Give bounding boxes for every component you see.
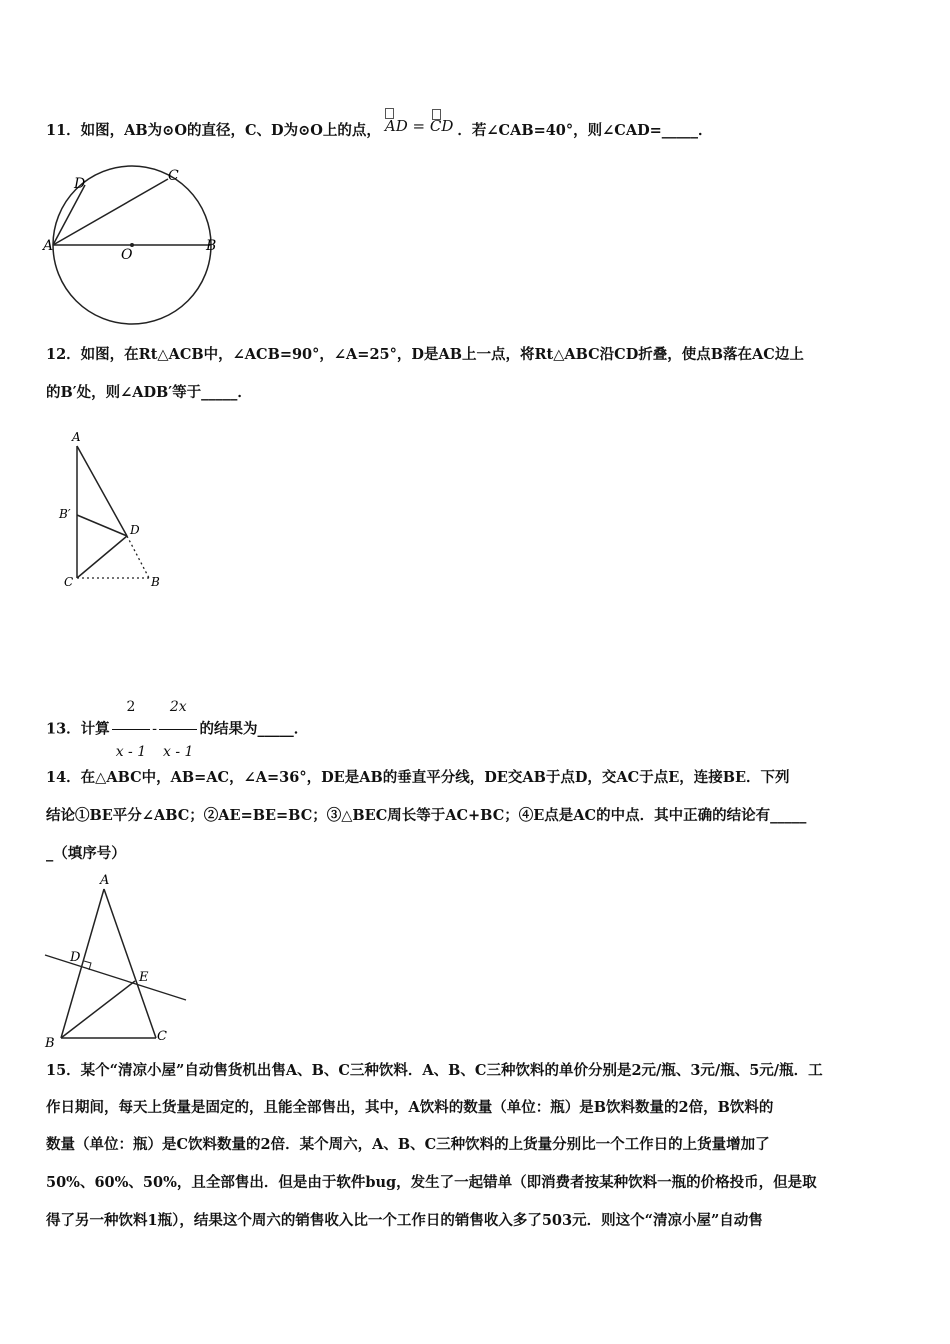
- label-b: B: [151, 575, 160, 589]
- q13-frac2-denominator: x - 1: [163, 744, 194, 760]
- q13-fraction-1: [112, 685, 150, 774]
- q11-line: [46, 116, 713, 141]
- q11-circle-figure: [40, 160, 230, 325]
- perpendicular-bisector-de: [45, 955, 186, 1000]
- q15-line2: 作日期间，每天上货量是固定的，且能全部售出，其中，A饮料的数量（单位：瓶）是B饮料数量的2倍，B饮料的: [46, 1099, 774, 1116]
- q15-line3: 数量（单位：瓶）是C饮料数量的2倍．某个周六，A、B、C三种饮料的上货量分别比一个工作日的上货量增加了: [46, 1136, 770, 1153]
- q11-arc-equation: [385, 116, 454, 136]
- q11-arc-eq: =: [412, 117, 426, 135]
- q11-arc-rhs: CD: [429, 117, 454, 135]
- q15-line1: 15．某个“清凉小屋”自动售货机出售A、B、C三种饮料．A、B、C三种饮料的单价分别是2元/瓶、3元/瓶、5元/瓶．工: [46, 1062, 823, 1079]
- label-b: B: [206, 238, 217, 254]
- q12-triangle-figure: [55, 428, 175, 598]
- q15-line4: 50%、60%、50%，且全部售出．但是由于软件bug，发生了一起错单（即消费者按某种饮料一瓶的价格投币，但是取: [46, 1174, 817, 1191]
- arc-mark-icon: [385, 108, 394, 119]
- side-ab: [61, 889, 104, 1038]
- q11-arc-lhs: AD: [384, 117, 408, 135]
- q13-fraction-2: [159, 685, 197, 774]
- q14-triangle-figure: [40, 872, 195, 1050]
- q14-line1: 14．在△ABC中，AB=AC，∠A=36°，DE是AB的垂直平分线，DE交AB于点D，交AC于点E，连接BE．下列: [46, 769, 790, 786]
- q13-minus: -: [152, 721, 158, 738]
- label-c: C: [168, 168, 179, 184]
- segment-ad: [77, 446, 127, 536]
- q11-text-before: 11．如图，AB为⊙O的直径，C、D为⊙O上的点，: [46, 122, 381, 139]
- label-o: O: [121, 247, 133, 263]
- q12-line1: 12．如图，在Rt△ACB中，∠ACB=90°，∠A=25°，D是AB上一点，将Rt△ABC沿CD折叠，使点B落在AC边上: [46, 346, 804, 363]
- label-b: B: [45, 1036, 55, 1050]
- label-a: A: [43, 238, 54, 254]
- segment-be: [61, 981, 135, 1038]
- side-ac: [104, 889, 156, 1038]
- label-c: C: [64, 575, 74, 589]
- q15-line5: 得了另一种饮料1瓶），结果这个周六的销售收入比一个工作日的销售收入多了503元．则这个“清凉小屋”自动售: [46, 1212, 763, 1229]
- q13-frac1-denominator: x - 1: [115, 744, 147, 760]
- label-c: C: [157, 1029, 167, 1044]
- label-a: A: [100, 873, 110, 888]
- label-d: D: [74, 176, 86, 192]
- q11-text-after: ．若∠CAB=40°，则∠CAD=_____．: [457, 122, 713, 139]
- q13-suffix: 的结果为_____．: [199, 720, 309, 738]
- segment-cd: [77, 536, 127, 578]
- arc-mark-icon: [432, 109, 441, 120]
- label-d: D: [130, 523, 140, 537]
- label-b-prime: B′: [59, 507, 71, 521]
- segment-b-prime-d: [77, 515, 127, 536]
- label-d: D: [70, 950, 81, 965]
- q14-line2: 结论①BE平分∠ABC；②AE=BE=BC；③△BEC周长等于AC+BC；④E点是AC的中点．其中正确的结论有_____: [46, 807, 807, 824]
- q13-frac1-numerator: 2: [112, 685, 150, 730]
- label-e: E: [139, 970, 149, 985]
- q13-frac2-numerator: 2x: [159, 685, 197, 730]
- dashed-db: [127, 536, 149, 578]
- q13-prefix: 13．计算: [46, 720, 110, 738]
- q12-line2: 的B′处，则∠ADB′等于_____．: [46, 384, 252, 401]
- label-a: A: [72, 430, 81, 444]
- q13-line: [46, 685, 308, 774]
- q14-line3: _（填序号）: [46, 845, 126, 862]
